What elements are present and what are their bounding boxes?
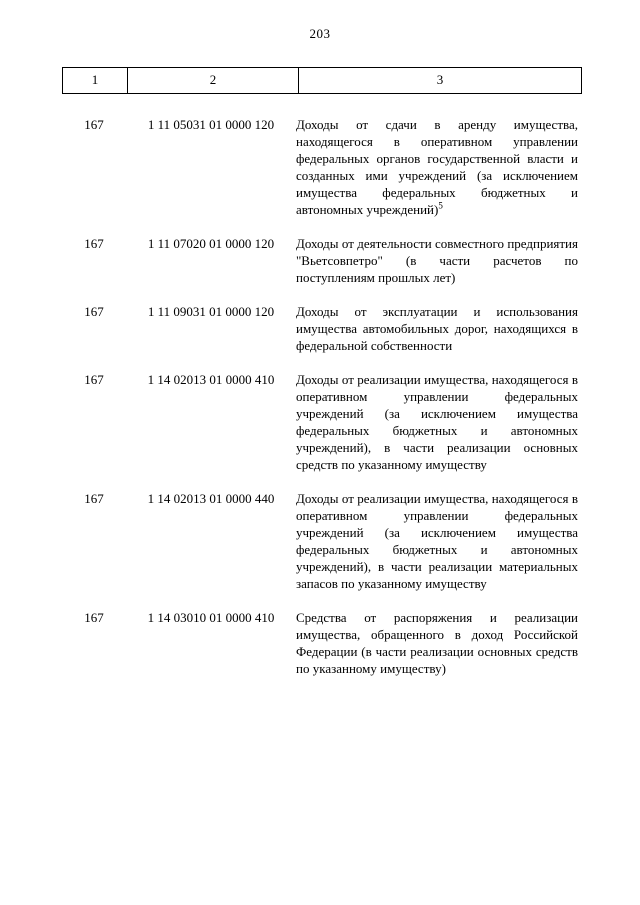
page-number: 203 bbox=[309, 26, 331, 41]
row-code: 1 14 03010 01 0000 410 bbox=[147, 610, 275, 625]
row-number: 167 bbox=[84, 236, 104, 251]
row-number: 167 bbox=[84, 117, 104, 132]
table-header-row bbox=[63, 68, 582, 94]
column-header-3: 3 bbox=[299, 68, 582, 94]
column-header-1: 1 bbox=[63, 68, 128, 94]
row-number: 167 bbox=[84, 304, 104, 319]
row-description-text: Доходы от эксплуатации и использования имущества автомобильных дорог, находящихся в федеральной собственности bbox=[296, 304, 578, 353]
row-description-text: Доходы от реализации имущества, находящегося в оперативном управлении федеральных учреждений (за исключением имущества федеральных бюджетных и автономных учреждений), в части реализации основных средств по указанному имуществу bbox=[296, 372, 578, 472]
row-code: 1 14 02013 01 0000 410 bbox=[147, 372, 275, 387]
row-description bbox=[296, 490, 578, 592]
row-number: 167 bbox=[84, 491, 104, 506]
column-header-2: 2 bbox=[128, 68, 299, 94]
row-description bbox=[296, 371, 578, 473]
table-row bbox=[62, 235, 578, 286]
row-code: 1 11 09031 01 0000 120 bbox=[147, 304, 275, 319]
row-code: 1 11 07020 01 0000 120 bbox=[147, 236, 275, 251]
row-description-text: Доходы от деятельности совместного предприятия "Вьетсовпетро" (в части расчетов по поступлениям прошлых лет) bbox=[296, 236, 578, 285]
table-row bbox=[62, 371, 578, 473]
row-description bbox=[296, 609, 578, 677]
column-header-table bbox=[62, 67, 582, 94]
row-description bbox=[296, 235, 578, 286]
row-description bbox=[296, 303, 578, 354]
page-content bbox=[62, 67, 578, 677]
row-code: 1 14 02013 01 0000 440 bbox=[147, 491, 275, 506]
row-description-text: Средства от распоряжения и реализации имущества, обращенного в доход Российской Федерации (в части реализации основных средств по указанному имуществу) bbox=[296, 610, 578, 676]
row-description-text: Доходы от реализации имущества, находящегося в оперативном управлении федеральных учреждений (за исключением имущества федеральных бюджетных и автономных учреждений), в части реализации материальных запасов по указанному имуществу bbox=[296, 491, 578, 591]
footnote-marker: 5 bbox=[438, 200, 443, 211]
table-row bbox=[62, 490, 578, 592]
table-row bbox=[62, 116, 578, 218]
row-description-text: Доходы от сдачи в аренду имущества, находящегося в оперативном управлении федеральных органов государственной власти и созданных ими учреждений (за исключением имущества федеральных бюджетных и автономных учреждений) bbox=[296, 117, 578, 217]
row-number: 167 bbox=[84, 372, 104, 387]
row-number: 167 bbox=[84, 610, 104, 625]
row-code: 1 11 05031 01 0000 120 bbox=[147, 117, 275, 132]
table-row bbox=[62, 609, 578, 677]
table-row bbox=[62, 303, 578, 354]
row-description bbox=[296, 116, 578, 218]
table-body bbox=[62, 116, 578, 677]
